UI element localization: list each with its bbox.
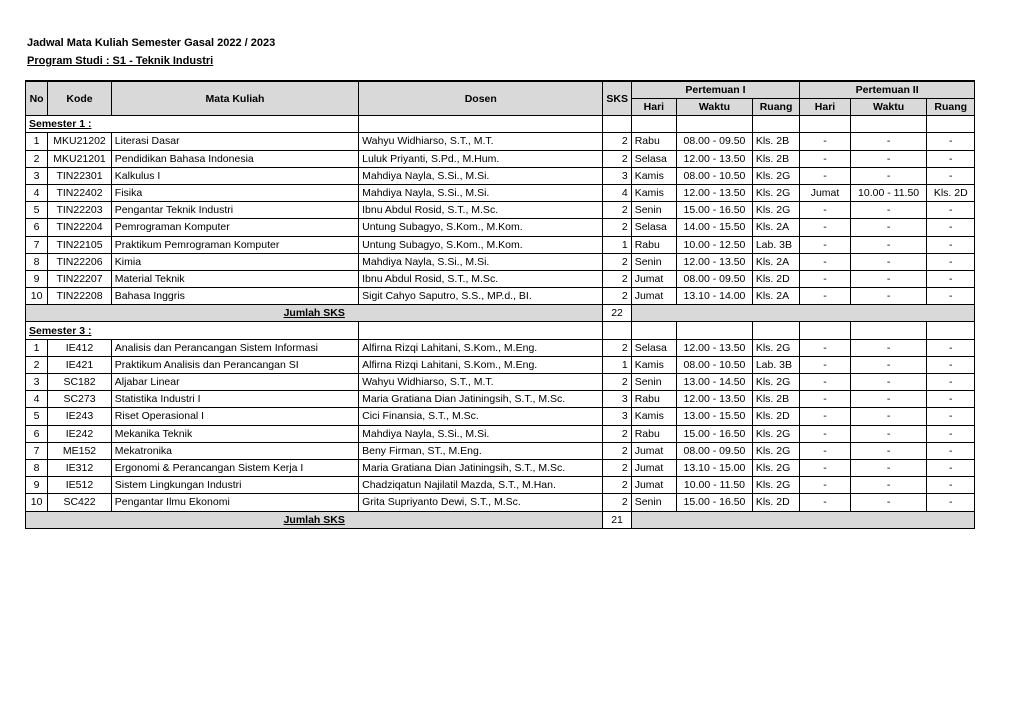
row-dosen: Alfirna Rizqi Lahitani, S.Kom., M.Eng.: [359, 356, 603, 373]
row-waktu-1: 13.00 - 14.50: [677, 374, 753, 391]
table-row: [26, 253, 975, 270]
row-ruang-1: Lab. 3B: [752, 356, 799, 373]
row-dosen: Luluk Priyanti, S.Pd., M.Hum.: [359, 150, 603, 167]
row-kode: IE512: [48, 477, 112, 494]
row-sks: 2: [603, 425, 631, 442]
row-no: 10: [26, 494, 48, 511]
row-ruang-2: -: [927, 477, 975, 494]
row-hari-2: -: [800, 167, 850, 184]
row-hari-2: Jumat: [800, 184, 850, 201]
row-ruang-2: -: [927, 339, 975, 356]
header-hari-1: Hari: [631, 99, 676, 116]
empty-cell: [927, 116, 975, 133]
row-hari-1: Kamis: [631, 408, 676, 425]
row-ruang-1: Kls. 2G: [752, 167, 799, 184]
row-ruang-1: Kls. 2G: [752, 459, 799, 476]
row-no: 5: [26, 408, 48, 425]
row-mata-kuliah: Mekatronika: [111, 442, 358, 459]
row-kode: IE312: [48, 459, 112, 476]
row-waktu-1: 12.00 - 13.50: [677, 184, 753, 201]
header-hari-2: Hari: [800, 99, 850, 116]
row-no: 2: [26, 356, 48, 373]
total-sks-value: 21: [603, 511, 631, 528]
table-row: [26, 425, 975, 442]
row-waktu-2: -: [850, 339, 927, 356]
row-no: 4: [26, 184, 48, 201]
row-ruang-2: -: [927, 459, 975, 476]
table-row: [26, 477, 975, 494]
row-waktu-2: -: [850, 442, 927, 459]
row-waktu-1: 12.00 - 13.50: [677, 253, 753, 270]
row-mata-kuliah: Kimia: [111, 253, 358, 270]
row-waktu-2: -: [850, 202, 927, 219]
row-kode: TIN22206: [48, 253, 112, 270]
row-waktu-1: 08.00 - 10.50: [677, 167, 753, 184]
row-sks: 2: [603, 339, 631, 356]
row-waktu-1: 08.00 - 09.50: [677, 442, 753, 459]
row-ruang-2: Kls. 2D: [927, 184, 975, 201]
row-no: 10: [26, 288, 48, 305]
total-filler: [631, 305, 974, 322]
row-waktu-1: 10.00 - 12.50: [677, 236, 753, 253]
table-row: [26, 202, 975, 219]
row-waktu-1: 15.00 - 16.50: [677, 202, 753, 219]
table-row: [26, 288, 975, 305]
row-dosen: Grita Supriyanto Dewi, S.T., M.Sc.: [359, 494, 603, 511]
row-sks: 2: [603, 459, 631, 476]
total-row: [26, 305, 975, 322]
row-waktu-1: 13.10 - 15.00: [677, 459, 753, 476]
row-ruang-1: Kls. 2A: [752, 253, 799, 270]
header-kode: Kode: [48, 81, 112, 116]
empty-cell: [752, 322, 799, 339]
header-mata-kuliah: Mata Kuliah: [111, 81, 358, 116]
row-dosen: Maria Gratiana Dian Jatiningsih, S.T., M.Sc.: [359, 459, 603, 476]
row-kode: MKU21202: [48, 133, 112, 150]
row-hari-2: -: [800, 202, 850, 219]
row-waktu-2: -: [850, 133, 927, 150]
row-hari-2: -: [800, 236, 850, 253]
empty-cell: [359, 116, 603, 133]
row-mata-kuliah: Material Teknik: [111, 270, 358, 287]
header-sks: SKS: [603, 81, 631, 116]
total-row: [26, 511, 975, 528]
row-hari-1: Selasa: [631, 339, 676, 356]
row-waktu-1: 12.00 - 13.50: [677, 339, 753, 356]
row-ruang-2: -: [927, 374, 975, 391]
row-waktu-2: -: [850, 494, 927, 511]
row-kode: IE412: [48, 339, 112, 356]
row-hari-1: Rabu: [631, 133, 676, 150]
table-row: [26, 459, 975, 476]
row-no: 1: [26, 339, 48, 356]
row-waktu-2: -: [850, 167, 927, 184]
row-dosen: Untung Subagyo, S.Kom., M.Kom.: [359, 236, 603, 253]
row-waktu-2: -: [850, 477, 927, 494]
row-sks: 2: [603, 270, 631, 287]
row-hari-2: -: [800, 425, 850, 442]
schedule-table: [25, 80, 975, 529]
row-hari-1: Kamis: [631, 356, 676, 373]
row-no: 9: [26, 477, 48, 494]
row-ruang-1: Kls. 2G: [752, 339, 799, 356]
row-waktu-1: 15.00 - 16.50: [677, 425, 753, 442]
empty-cell: [359, 322, 603, 339]
row-hari-1: Senin: [631, 253, 676, 270]
header-waktu-2: Waktu: [850, 99, 927, 116]
row-kode: TIN22203: [48, 202, 112, 219]
row-hari-1: Kamis: [631, 167, 676, 184]
row-no: 2: [26, 150, 48, 167]
row-mata-kuliah: Pengantar Teknik Industri: [111, 202, 358, 219]
row-waktu-1: 10.00 - 11.50: [677, 477, 753, 494]
row-ruang-1: Kls. 2G: [752, 425, 799, 442]
row-sks: 2: [603, 494, 631, 511]
row-hari-1: Jumat: [631, 459, 676, 476]
empty-cell: [752, 116, 799, 133]
row-no: 5: [26, 202, 48, 219]
row-waktu-2: -: [850, 150, 927, 167]
row-mata-kuliah: Literasi Dasar: [111, 133, 358, 150]
row-hari-2: -: [800, 442, 850, 459]
row-ruang-2: -: [927, 288, 975, 305]
row-hari-1: Jumat: [631, 477, 676, 494]
total-label: Jumlah SKS: [26, 305, 603, 322]
row-mata-kuliah: Pendidikan Bahasa Indonesia: [111, 150, 358, 167]
row-no: 6: [26, 219, 48, 236]
row-waktu-2: -: [850, 236, 927, 253]
row-dosen: Cici Finansia, S.T., M.Sc.: [359, 408, 603, 425]
empty-cell: [677, 116, 753, 133]
row-mata-kuliah: Pengantar Ilmu Ekonomi: [111, 494, 358, 511]
empty-cell: [603, 116, 631, 133]
row-ruang-1: Kls. 2D: [752, 408, 799, 425]
header-ruang-1: Ruang: [752, 99, 799, 116]
row-waktu-2: -: [850, 288, 927, 305]
row-mata-kuliah: Analisis dan Perancangan Sistem Informasi: [111, 339, 358, 356]
row-kode: TIN22204: [48, 219, 112, 236]
page-subtitle: Program Studi : S1 - Teknik Industri: [27, 55, 214, 67]
row-hari-2: -: [800, 459, 850, 476]
row-ruang-1: Kls. 2D: [752, 270, 799, 287]
row-dosen: Chadziqatun Najilatil Mazda, S.T., M.Han.: [359, 477, 603, 494]
row-waktu-2: -: [850, 219, 927, 236]
row-no: 4: [26, 391, 48, 408]
row-no: 1: [26, 133, 48, 150]
row-dosen: Wahyu Widhiarso, S.T., M.T.: [359, 374, 603, 391]
row-waktu-2: -: [850, 356, 927, 373]
empty-cell: [631, 322, 676, 339]
row-kode: ME152: [48, 442, 112, 459]
row-sks: 3: [603, 391, 631, 408]
page-title: Jadwal Mata Kuliah Semester Gasal 2022 / 2023: [27, 37, 276, 49]
row-ruang-2: -: [927, 494, 975, 511]
row-sks: 3: [603, 408, 631, 425]
row-sks: 1: [603, 356, 631, 373]
row-dosen: Sigit Cahyo Saputro, S.S., MP.d., BI.: [359, 288, 603, 305]
header-ruang-2: Ruang: [927, 99, 975, 116]
row-mata-kuliah: Ergonomi & Perancangan Sistem Kerja I: [111, 459, 358, 476]
row-waktu-2: -: [850, 270, 927, 287]
row-mata-kuliah: Aljabar Linear: [111, 374, 358, 391]
row-hari-2: -: [800, 219, 850, 236]
row-kode: TIN22105: [48, 236, 112, 253]
row-kode: IE421: [48, 356, 112, 373]
row-sks: 2: [603, 219, 631, 236]
row-waktu-2: 10.00 - 11.50: [850, 184, 927, 201]
row-no: 6: [26, 425, 48, 442]
row-waktu-1: 14.00 - 15.50: [677, 219, 753, 236]
row-ruang-1: Lab. 3B: [752, 236, 799, 253]
row-sks: 2: [603, 374, 631, 391]
row-ruang-1: Kls. 2A: [752, 288, 799, 305]
row-hari-2: -: [800, 270, 850, 287]
row-mata-kuliah: Bahasa Inggris: [111, 288, 358, 305]
empty-cell: [850, 322, 927, 339]
row-ruang-1: Kls. 2G: [752, 442, 799, 459]
row-sks: 4: [603, 184, 631, 201]
row-sks: 2: [603, 133, 631, 150]
row-kode: IE242: [48, 425, 112, 442]
row-waktu-1: 12.00 - 13.50: [677, 391, 753, 408]
row-kode: MKU21201: [48, 150, 112, 167]
row-mata-kuliah: Pemrograman Komputer: [111, 219, 358, 236]
row-sks: 2: [603, 288, 631, 305]
row-ruang-1: Kls. 2B: [752, 150, 799, 167]
row-hari-2: -: [800, 391, 850, 408]
row-ruang-1: Kls. 2G: [752, 184, 799, 201]
row-ruang-2: -: [927, 408, 975, 425]
row-sks: 2: [603, 253, 631, 270]
row-kode: TIN22301: [48, 167, 112, 184]
row-sks: 2: [603, 150, 631, 167]
row-hari-2: -: [800, 408, 850, 425]
row-waktu-2: -: [850, 459, 927, 476]
table-row: [26, 150, 975, 167]
row-kode: TIN22208: [48, 288, 112, 305]
semester-header-row: [26, 116, 975, 133]
row-ruang-2: -: [927, 356, 975, 373]
row-ruang-2: -: [927, 150, 975, 167]
row-hari-1: Kamis: [631, 184, 676, 201]
row-no: 3: [26, 374, 48, 391]
row-sks: 2: [603, 202, 631, 219]
row-hari-2: -: [800, 288, 850, 305]
row-hari-1: Rabu: [631, 236, 676, 253]
row-waktu-2: -: [850, 253, 927, 270]
row-no: 7: [26, 442, 48, 459]
row-mata-kuliah: Fisika: [111, 184, 358, 201]
row-hari-2: -: [800, 477, 850, 494]
row-mata-kuliah: Riset Operasional I: [111, 408, 358, 425]
row-mata-kuliah: Mekanika Teknik: [111, 425, 358, 442]
row-hari-1: Selasa: [631, 150, 676, 167]
row-waktu-1: 15.00 - 16.50: [677, 494, 753, 511]
row-kode: IE243: [48, 408, 112, 425]
semester-header-row: [26, 322, 975, 339]
empty-cell: [800, 116, 850, 133]
row-hari-1: Senin: [631, 494, 676, 511]
row-hari-1: Senin: [631, 202, 676, 219]
table-row: [26, 184, 975, 201]
row-mata-kuliah: Sistem Lingkungan Industri: [111, 477, 358, 494]
row-ruang-1: Kls. 2D: [752, 494, 799, 511]
row-hari-2: -: [800, 339, 850, 356]
row-hari-1: Jumat: [631, 270, 676, 287]
row-ruang-2: -: [927, 391, 975, 408]
row-sks: 2: [603, 477, 631, 494]
row-ruang-1: Kls. 2G: [752, 374, 799, 391]
row-kode: SC273: [48, 391, 112, 408]
table-row: [26, 494, 975, 511]
empty-cell: [677, 322, 753, 339]
total-label: Jumlah SKS: [26, 511, 603, 528]
row-ruang-1: Kls. 2B: [752, 133, 799, 150]
table-row: [26, 270, 975, 287]
row-waktu-1: 08.00 - 10.50: [677, 356, 753, 373]
table-row: [26, 391, 975, 408]
table-row: [26, 167, 975, 184]
row-mata-kuliah: Praktikum Analisis dan Perancangan SI: [111, 356, 358, 373]
table-row: [26, 133, 975, 150]
row-ruang-1: Kls. 2G: [752, 477, 799, 494]
row-sks: 3: [603, 167, 631, 184]
row-sks: 1: [603, 236, 631, 253]
empty-cell: [800, 322, 850, 339]
row-waktu-1: 08.00 - 09.50: [677, 133, 753, 150]
row-hari-2: -: [800, 374, 850, 391]
row-no: 9: [26, 270, 48, 287]
row-ruang-2: -: [927, 219, 975, 236]
table-row: [26, 339, 975, 356]
row-kode: SC182: [48, 374, 112, 391]
row-hari-2: -: [800, 253, 850, 270]
row-waktu-1: 08.00 - 09.50: [677, 270, 753, 287]
empty-cell: [850, 116, 927, 133]
row-sks: 2: [603, 442, 631, 459]
row-mata-kuliah: Statistika Industri I: [111, 391, 358, 408]
row-waktu-1: 12.00 - 13.50: [677, 150, 753, 167]
total-filler: [631, 511, 974, 528]
row-waktu-1: 13.10 - 14.00: [677, 288, 753, 305]
row-kode: TIN22207: [48, 270, 112, 287]
table-row: [26, 374, 975, 391]
row-waktu-2: -: [850, 391, 927, 408]
row-dosen: Mahdiya Nayla, S.Si., M.Si.: [359, 425, 603, 442]
row-ruang-2: -: [927, 253, 975, 270]
header-dosen: Dosen: [359, 81, 603, 116]
table-row: [26, 442, 975, 459]
total-sks-value: 22: [603, 305, 631, 322]
row-ruang-2: -: [927, 425, 975, 442]
table-row: [26, 356, 975, 373]
header-pertemuan-2: Pertemuan II: [800, 81, 975, 99]
row-dosen: Mahdiya Nayla, S.Si., M.Si.: [359, 167, 603, 184]
row-dosen: Mahdiya Nayla, S.Si., M.Si.: [359, 253, 603, 270]
row-ruang-1: Kls. 2G: [752, 202, 799, 219]
header-waktu-1: Waktu: [677, 99, 753, 116]
table-row: [26, 408, 975, 425]
row-kode: TIN22402: [48, 184, 112, 201]
row-hari-1: Selasa: [631, 219, 676, 236]
row-ruang-2: -: [927, 202, 975, 219]
row-ruang-1: Kls. 2A: [752, 219, 799, 236]
row-ruang-1: Kls. 2B: [752, 391, 799, 408]
row-dosen: Untung Subagyo, S.Kom., M.Kom.: [359, 219, 603, 236]
empty-cell: [631, 116, 676, 133]
row-hari-2: -: [800, 150, 850, 167]
row-dosen: Alfirna Rizqi Lahitani, S.Kom., M.Eng.: [359, 339, 603, 356]
row-kode: SC422: [48, 494, 112, 511]
row-hari-1: Jumat: [631, 288, 676, 305]
row-no: 3: [26, 167, 48, 184]
row-ruang-2: -: [927, 167, 975, 184]
row-dosen: Maria Gratiana Dian Jatiningsih, S.T., M.Sc.: [359, 391, 603, 408]
row-no: 8: [26, 459, 48, 476]
row-dosen: Ibnu Abdul Rosid, S.T., M.Sc.: [359, 270, 603, 287]
header-no: No: [26, 81, 48, 116]
row-no: 8: [26, 253, 48, 270]
row-ruang-2: -: [927, 133, 975, 150]
schedule-body: [26, 116, 975, 529]
row-no: 7: [26, 236, 48, 253]
row-hari-2: -: [800, 494, 850, 511]
row-ruang-2: -: [927, 236, 975, 253]
row-hari-1: Senin: [631, 374, 676, 391]
empty-cell: [927, 322, 975, 339]
semester-label: Semester 1 :: [26, 116, 359, 133]
row-waktu-2: -: [850, 408, 927, 425]
row-hari-1: Jumat: [631, 442, 676, 459]
header-pertemuan-1: Pertemuan I: [631, 81, 800, 99]
table-row: [26, 219, 975, 236]
row-hari-1: Rabu: [631, 391, 676, 408]
row-mata-kuliah: Praktikum Pemrograman Komputer: [111, 236, 358, 253]
row-ruang-2: -: [927, 270, 975, 287]
row-hari-2: -: [800, 356, 850, 373]
empty-cell: [603, 322, 631, 339]
row-dosen: Mahdiya Nayla, S.Si., M.Si.: [359, 184, 603, 201]
table-row: [26, 236, 975, 253]
row-waktu-1: 13.00 - 15.50: [677, 408, 753, 425]
row-ruang-2: -: [927, 442, 975, 459]
row-waktu-2: -: [850, 425, 927, 442]
row-hari-1: Rabu: [631, 425, 676, 442]
row-dosen: Ibnu Abdul Rosid, S.T., M.Sc.: [359, 202, 603, 219]
row-mata-kuliah: Kalkulus I: [111, 167, 358, 184]
row-dosen: Wahyu Widhiarso, S.T., M.T.: [359, 133, 603, 150]
row-dosen: Beny Firman, ST., M.Eng.: [359, 442, 603, 459]
semester-label: Semester 3 :: [26, 322, 359, 339]
row-waktu-2: -: [850, 374, 927, 391]
row-hari-2: -: [800, 133, 850, 150]
